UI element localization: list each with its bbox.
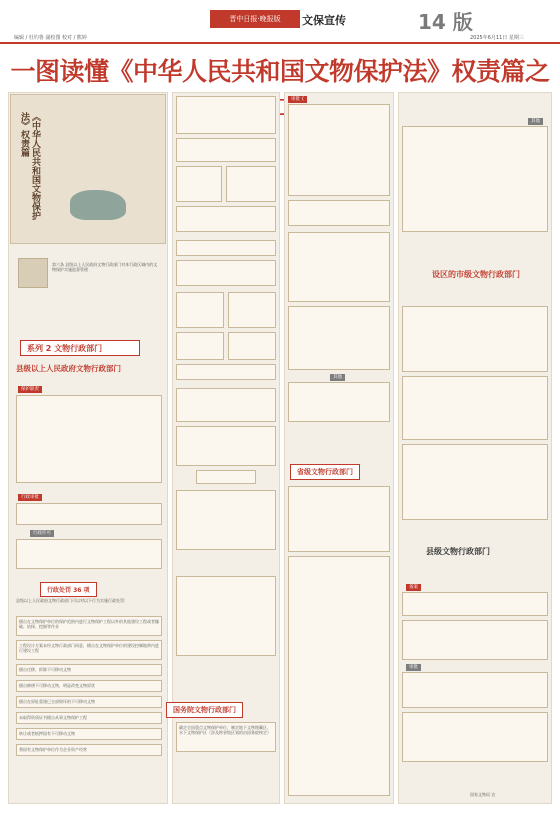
- mid-box: [176, 206, 276, 232]
- right-mid-box: [288, 486, 390, 552]
- penalty-item: 未取得资质证书擅自从事文物保护工程: [16, 712, 162, 724]
- penalty-item: 转让或者抵押国有不可移动文物: [16, 728, 162, 740]
- penalty-item: 擅自在原址重建已全部毁坏的不可移动文物: [16, 696, 162, 708]
- penalty-intro: 县级以上人民政府文物行政部门可以对以下行为实施行政处罚：: [16, 598, 128, 603]
- mid-box: [176, 364, 276, 380]
- state-council-heading: 国务院文物行政部门: [166, 702, 243, 718]
- mid-box: [176, 96, 276, 134]
- mid-box: [228, 292, 276, 328]
- right-mid-box: [288, 104, 390, 196]
- mid-box: [196, 470, 256, 484]
- penalty-item: 擅自迁移、拆除不可移动文物: [16, 664, 162, 676]
- penalty-item: 擅自修缮不可移动文物，明显改变文物原状: [16, 680, 162, 692]
- mid-box: [176, 166, 222, 202]
- right-box: [402, 126, 548, 232]
- penalty-tag: 行政处罚 36 项: [40, 582, 97, 597]
- protect-duty-box: [16, 395, 162, 483]
- filing-tag: 备案: [406, 584, 421, 591]
- county-dept-heading: 县级文物行政部门: [426, 547, 490, 556]
- page-title: 一图读懂《中华人民共和国文物保护法》权责篇之: [10, 57, 550, 86]
- right-box: [402, 444, 548, 520]
- approval-tag: 审批: [406, 664, 421, 671]
- city-level-heading: 设区的市级文物行政部门: [432, 270, 520, 279]
- county-level-heading: 县级以上人民政府文物行政部门: [16, 364, 121, 373]
- right-box: [402, 712, 548, 762]
- right-box: [402, 306, 548, 372]
- editor-credits: 编辑 / 杜钓鲁 副校图 校对 / 熊婷: [14, 35, 87, 41]
- mid-tag: 审批 {: [288, 96, 307, 103]
- page-header: [0, 0, 560, 44]
- mid-box: [176, 426, 276, 466]
- admin-approval-tag: 行政审批: [18, 494, 42, 501]
- issue-date: 2025年6月11日 星期三: [470, 35, 524, 41]
- admin-permit-box: [16, 539, 162, 569]
- admin-approval-box: [16, 503, 162, 525]
- admin-permit-tag: 行政许可: [30, 530, 54, 537]
- penalty-item: 工程设计方案未经文物行政部门同意，擅自在文物保护单位的建设控制地带内进行建设工程: [16, 640, 162, 660]
- mid-box: [176, 240, 276, 256]
- mid-box: [226, 166, 276, 202]
- poster-title: 《中华人民共和国文物保护法》权责篇: [19, 112, 40, 220]
- right-mid-box: [288, 232, 390, 302]
- gate-illustration: [18, 258, 48, 288]
- footer-credit: 国家文物局 宣: [470, 792, 496, 797]
- mid-box: [228, 332, 276, 360]
- penalty-item: 擅自在文物保护单位的保护范围内进行文物保护工程以外的其他建设工程或者爆破、钻探、挖掘等作业: [16, 616, 162, 636]
- penalty-item: 将国有文物保护单位作为企业资产经营: [16, 744, 162, 756]
- right-box: [402, 620, 548, 660]
- mid-box: [176, 332, 224, 360]
- protect-duty-tag: 保护职责: [18, 386, 42, 393]
- mid-box: [176, 388, 276, 422]
- page-number: 14 版: [418, 10, 473, 34]
- other-tag: 其他: [330, 374, 345, 381]
- mid-columns: [176, 576, 276, 656]
- section-name: 文保宣传: [302, 14, 346, 27]
- mid-box: [176, 138, 276, 162]
- intro-text: 第六条 县级以上人民政府文物行政部门对本行政区域内的文物保护实施监督管理: [52, 262, 158, 273]
- series-label: 系列 2 文物行政部门: [20, 340, 140, 356]
- bronze-vessel-illustration: [70, 190, 126, 220]
- mid-box: [176, 292, 224, 328]
- state-council-text: 确定全国重点文物保护单位，制定地下文物埋藏区、水下文物保护区（涉及跨省级区划的由国务院核定）: [176, 722, 276, 752]
- provincial-heading: 省级文物行政部门: [290, 464, 360, 480]
- right-box: [402, 376, 548, 440]
- mid-box: [176, 260, 276, 286]
- right-mid-box: [288, 382, 390, 422]
- right-box: [402, 592, 548, 616]
- right-other-tag: 其他: [528, 118, 543, 125]
- right-mid-box: [288, 306, 390, 370]
- right-box: [402, 672, 548, 708]
- right-mid-columns: [288, 556, 390, 796]
- right-mid-box: [288, 200, 390, 226]
- newspaper-brand: 晋中日报·晚报版: [210, 10, 300, 28]
- mid-columns: [176, 490, 276, 550]
